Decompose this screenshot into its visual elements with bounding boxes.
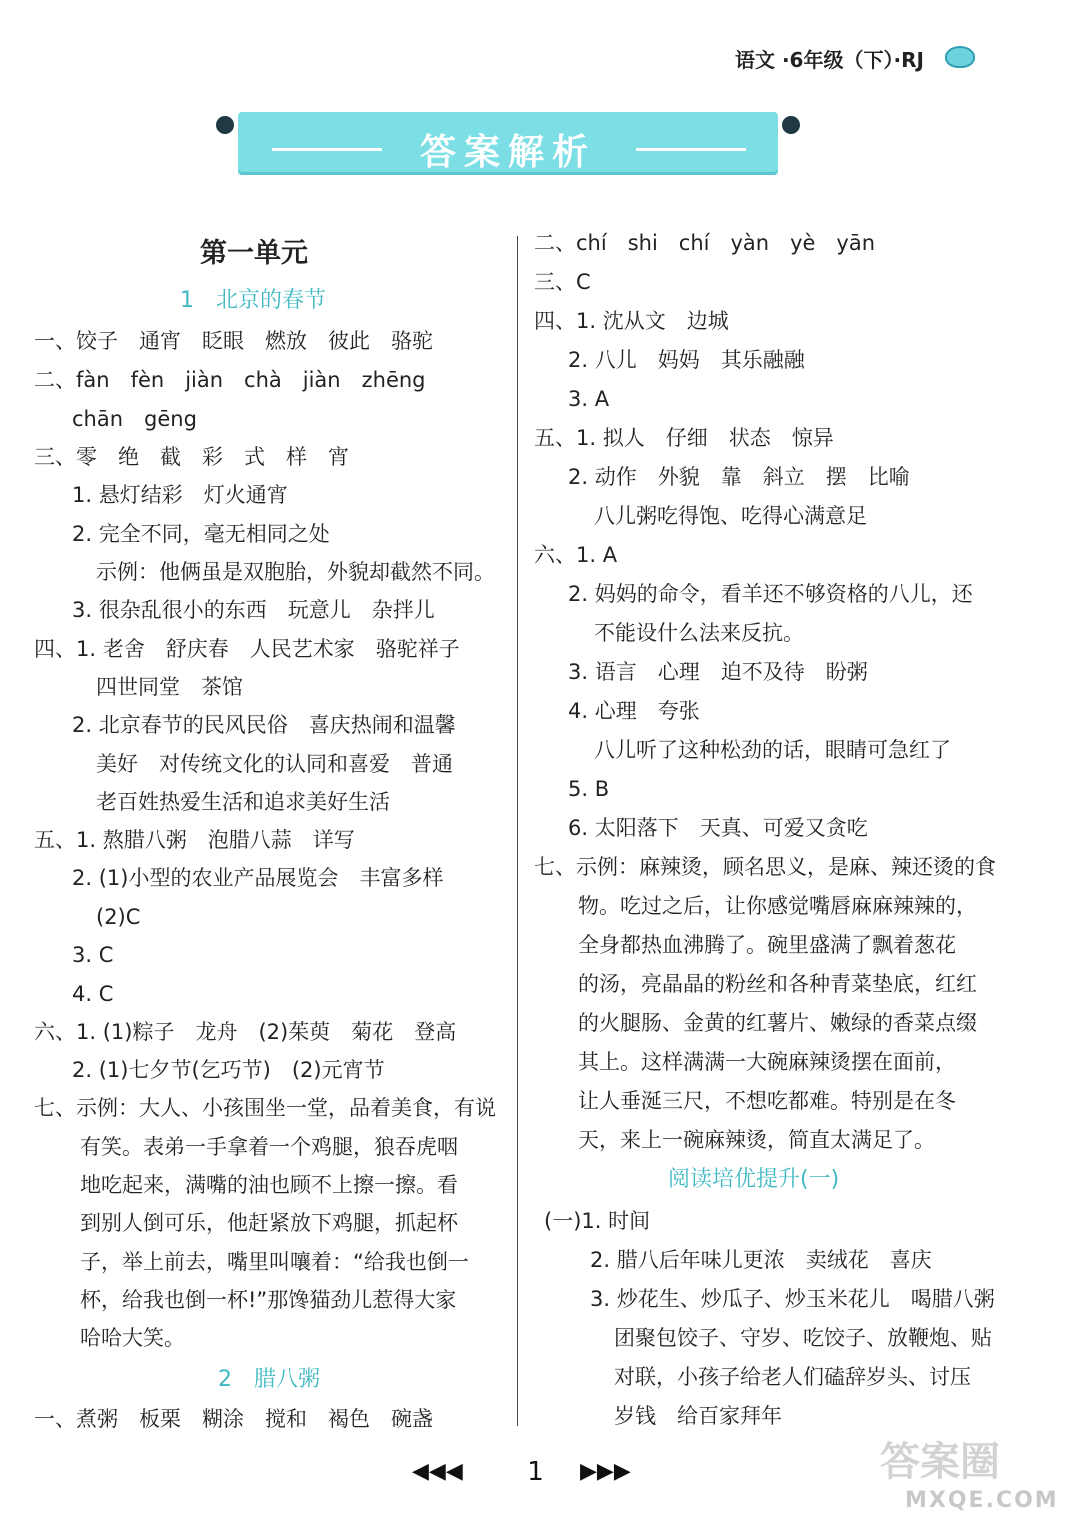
- section-heading: 阅读培优提升(一): [668, 1167, 840, 1192]
- answer-line: 全身都热血沸腾了。碗里盛满了飘着葱花: [578, 933, 956, 957]
- answer-line: 老百姓热爱生活和追求美好生活: [96, 790, 390, 814]
- answer-line: 6. 太阳落下 天真、可爱又贪吃: [568, 816, 868, 840]
- answer-line: 1. 悬灯结彩 灯火通宵: [72, 483, 288, 507]
- answer-line: 让人垂涎三尺，不想吃都难。特别是在冬: [578, 1089, 956, 1113]
- answer-line: 地吃起来，满嘴的油也顾不上擦一擦。看: [80, 1173, 458, 1197]
- page-number: 1: [527, 1457, 544, 1487]
- answer-line: 2. (1)七夕节(乞巧节) (2)元宵节: [72, 1058, 385, 1082]
- answer-line: 物。吃过之后，让你感觉嘴唇麻麻辣辣的，: [578, 894, 977, 918]
- answer-line: 七、示例：大人、小孩围坐一堂，品着美食，有说: [34, 1096, 496, 1120]
- answer-line: 示例：他俩虽是双胞胎，外貌却截然不同。: [96, 560, 495, 584]
- answer-line: 团聚包饺子、守岁、吃饺子、放鞭炮、贴: [614, 1326, 992, 1350]
- answer-line: 2. 八儿 妈妈 其乐融融: [568, 348, 805, 372]
- answer-line: 六、1. A: [534, 543, 618, 567]
- prev-arrows-icon: ◀◀◀: [412, 1459, 463, 1484]
- answer-line: 二、fàn fèn jiàn chà jiàn zhēng: [34, 368, 426, 392]
- banner-left-cap: [216, 116, 234, 134]
- column-divider: [517, 236, 518, 1426]
- answer-line: 五、1. 拟人 仔细 状态 惊异: [534, 426, 834, 450]
- answer-line: 2. 北京春节的民风民俗 喜庆热闹和温馨: [72, 713, 456, 737]
- answer-line: 对联，小孩子给老人们磕辞岁头、讨压: [614, 1365, 971, 1389]
- answer-line: 四世同堂 茶馆: [96, 675, 243, 699]
- answer-line: 岁钱 给百家拜年: [614, 1404, 782, 1428]
- answer-line: 2. 动作 外貌 靠 斜立 摆 比喻: [568, 465, 910, 489]
- answer-line: 天，来上一碗麻辣烫，简直太满足了。: [578, 1128, 935, 1152]
- answer-line: 五、1. 熬腊八粥 泡腊八蒜 详写: [34, 828, 355, 852]
- answer-line: 一、饺子 通宵 眨眼 燃放 彼此 骆驼: [34, 329, 433, 353]
- answer-line: 的汤，亮晶晶的粉丝和各种青菜垫底，红红: [578, 972, 977, 996]
- answer-line: 其上。这样满满一大碗麻辣烫摆在面前，: [578, 1050, 956, 1074]
- answer-line: 5. B: [568, 777, 610, 801]
- answer-line: 2. 完全不同，毫无相同之处: [72, 522, 330, 546]
- header-subject-grade: 语文 ·6年级（下）·RJ: [735, 48, 924, 72]
- answer-line: 有笑。表弟一手拿着一个鸡腿，狼吞虎咽: [80, 1135, 458, 1159]
- answer-line: 美好 对传统文化的认同和喜爱 普通: [96, 752, 453, 776]
- answer-line: 八儿听了这种松劲的话，眼睛可急红了: [594, 738, 951, 762]
- answer-line: 2. 妈妈的命令，看羊还不够资格的八儿，还: [568, 582, 973, 606]
- answer-line: 的火腿肠、金黄的红薯片、嫩绿的香菜点缀: [578, 1011, 977, 1035]
- answer-line: 2. 腊八后年味儿更浓 卖绒花 喜庆: [590, 1248, 932, 1272]
- watermark-url: MXQE.COM: [905, 1488, 1059, 1513]
- answer-line: 一、煮粥 板栗 糊涂 搅和 褐色 碗盏: [34, 1407, 433, 1431]
- watermark-logo: 答案圈: [880, 1439, 1000, 1485]
- answer-line: (2)C: [96, 905, 141, 929]
- answer-line: 3. C: [72, 943, 114, 967]
- unit-heading: 第一单元: [200, 238, 308, 269]
- banner-title: 答案解析: [419, 132, 596, 173]
- answer-line: 哈哈大笑。: [80, 1326, 185, 1350]
- next-arrows-icon: ▶▶▶: [580, 1459, 631, 1484]
- answer-line: 三、零 绝 截 彩 式 样 宵: [34, 445, 349, 469]
- answer-line: chān gēng: [72, 407, 197, 431]
- answer-line: 3. A: [568, 387, 610, 411]
- answer-line: 六、1. (1)粽子 龙舟 (2)茱萸 菊花 登高: [34, 1020, 457, 1044]
- answer-line: 子，举上前去，嘴里叫嚷着：“给我也倒一: [80, 1250, 469, 1274]
- answer-line: 七、示例：麻辣烫，顾名思义，是麻、辣还烫的食: [534, 855, 996, 879]
- answer-line: (一)1. 时间: [544, 1209, 651, 1233]
- answer-line: 杯，给我也倒一杯!”那馋猫劲儿惹得大家: [80, 1288, 457, 1312]
- answer-line: 四、1. 老舍 舒庆春 人民艺术家 骆驼祥子: [34, 637, 460, 661]
- lesson-heading: 2 腊八粥: [218, 1367, 320, 1392]
- answer-line: 八儿粥吃得饱、吃得心满意足: [594, 504, 867, 528]
- answer-line: 二、chí shi chí yàn yè yān: [534, 231, 876, 255]
- answer-line: 4. 心理 夸张: [568, 699, 700, 723]
- answer-line: 2. (1)小型的农业产品展览会 丰富多样: [72, 866, 444, 890]
- answer-line: 到别人倒可乐，他赶紧放下鸡腿，抓起杯: [80, 1211, 458, 1235]
- answer-line: 三、C: [534, 270, 591, 294]
- answer-line: 3. 语言 心理 迫不及待 盼粥: [568, 660, 868, 684]
- answer-line: 3. 很杂乱很小的东西 玩意儿 杂拌儿: [72, 598, 435, 622]
- answer-line: 不能设什么法来反抗。: [594, 621, 804, 645]
- banner-right-cap: [782, 116, 800, 134]
- lesson-heading: 1 北京的春节: [180, 288, 326, 313]
- answer-line: 3. 炒花生、炒瓜子、炒玉米花儿 喝腊八粥: [590, 1287, 995, 1311]
- book-badge-icon: [945, 46, 975, 68]
- answer-line: 四、1. 沈从文 边城: [534, 309, 729, 333]
- answer-line: 4. C: [72, 982, 114, 1006]
